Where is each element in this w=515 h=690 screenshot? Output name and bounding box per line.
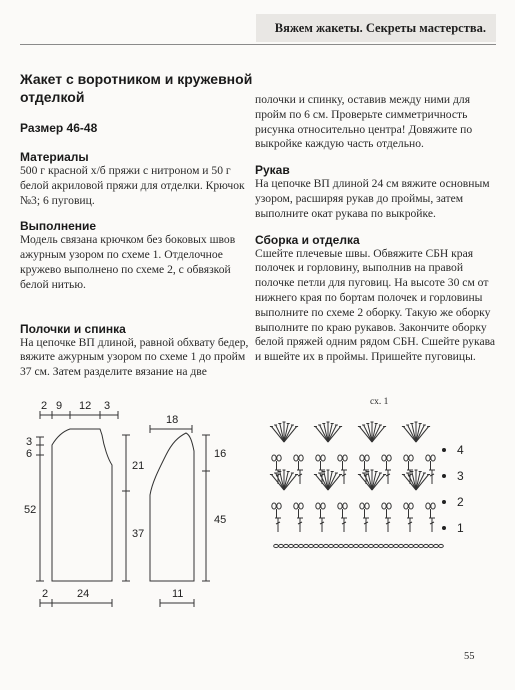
body-left-dim-2: 6 bbox=[26, 448, 33, 460]
chart-row-1: 1 bbox=[457, 521, 464, 535]
shelves-back-text: На цепочке ВП длиной, равной обхвату бедер, вяжите ажурным узором по схеме 1 до пройм 37 см. Затем разделите вязание на две bbox=[20, 335, 249, 379]
body-outline bbox=[52, 429, 112, 581]
size-heading: Размер 46-48 bbox=[20, 121, 98, 135]
sleeve-text: На цепочке ВП длиной 24 см вяжите основным узором, расширяя рукав до проймы, затем выполните окат рукава по выкройке. bbox=[255, 177, 490, 220]
execution-section bbox=[20, 219, 256, 292]
left-column bbox=[20, 70, 256, 391]
assembly-text: Сшейте плечевые швы. Обвяжите СБН края полочек и горловину, выполнив на правой полочке петли для пуговиц. На высоте 30 см от нижнего края по бортам полочек и горловины выполните по схеме 2 оборку. Такую же оборку выполните по краю рукавов. Закончите оборку белой пряжей одним рядом СБН. Сшейте рукава и вшейте их в проймы. Пришейте пуговицы. bbox=[255, 246, 496, 364]
sleeve-heading: Рукав bbox=[255, 163, 290, 178]
body-top-dim-3: 12 bbox=[79, 400, 92, 412]
body-bottom-dim-1: 2 bbox=[42, 588, 49, 600]
sleeve-bottom-dim: 11 bbox=[172, 588, 184, 600]
materials-section bbox=[20, 150, 256, 208]
sleeve-right-dim-2: 45 bbox=[214, 514, 227, 526]
body-bottom-dim-2: 24 bbox=[77, 588, 90, 600]
continuation-text: полочки и спинку, оставив между ними для пройм по 6 см. Проверьте симметричность рисунка относительно центра! Довяжите по выкройке каждую часть отдельно. bbox=[255, 93, 473, 151]
running-header bbox=[256, 14, 496, 42]
header-rule bbox=[20, 44, 496, 45]
materials-heading: Материалы bbox=[20, 150, 89, 164]
body-top-dim-4: 3 bbox=[104, 400, 111, 412]
materials-text: 500 г красной х/б пряжи с нитроном и 50 г белой акриловой пряжи для отделки. Крючок №3; 6 пуговиц. bbox=[20, 164, 245, 207]
shelves-back-heading: Полочки и спинка bbox=[20, 321, 126, 336]
body-top-dim-2: 9 bbox=[56, 400, 63, 412]
shelves-back-section bbox=[20, 322, 256, 380]
body-right-dim-1: 21 bbox=[132, 460, 145, 472]
continuation-section bbox=[255, 93, 497, 152]
garment-pattern-diagram bbox=[0, 395, 250, 615]
right-column bbox=[255, 93, 497, 376]
execution-heading: Выполнение bbox=[20, 219, 97, 234]
header-title: Вяжем жакеты. Секреты мастерства. bbox=[274, 20, 486, 35]
sleeve-top-dim: 18 bbox=[166, 414, 179, 426]
article-title: Жакет с воротником и кружевной отделкой bbox=[20, 71, 253, 105]
body-left-dim-1: 3 bbox=[26, 436, 33, 448]
crochet-chart bbox=[258, 416, 488, 561]
chart-row-4: 4 bbox=[457, 443, 464, 457]
assembly-section bbox=[255, 233, 497, 365]
sleeve-section bbox=[255, 163, 497, 221]
body-left-dim-3: 52 bbox=[24, 504, 37, 516]
chart-row-2: 2 bbox=[457, 495, 464, 509]
body-top-dim-1: 2 bbox=[41, 400, 48, 412]
assembly-heading: Сборка и отделка bbox=[255, 232, 360, 247]
execution-text: Модель связана крючком без боковых швов ажурным узором по схеме 1. Отделочное кружево выполнено по схеме 2, с обвязкой белой нитью. bbox=[20, 233, 236, 291]
body-right-dim-2: 37 bbox=[132, 528, 145, 540]
chart-row-3: 3 bbox=[457, 469, 464, 483]
sleeve-outline bbox=[150, 433, 194, 581]
sleeve-right-dim-1: 16 bbox=[214, 448, 227, 460]
page-number: 55 bbox=[464, 651, 475, 662]
schema-label: сх. 1 bbox=[370, 397, 389, 407]
